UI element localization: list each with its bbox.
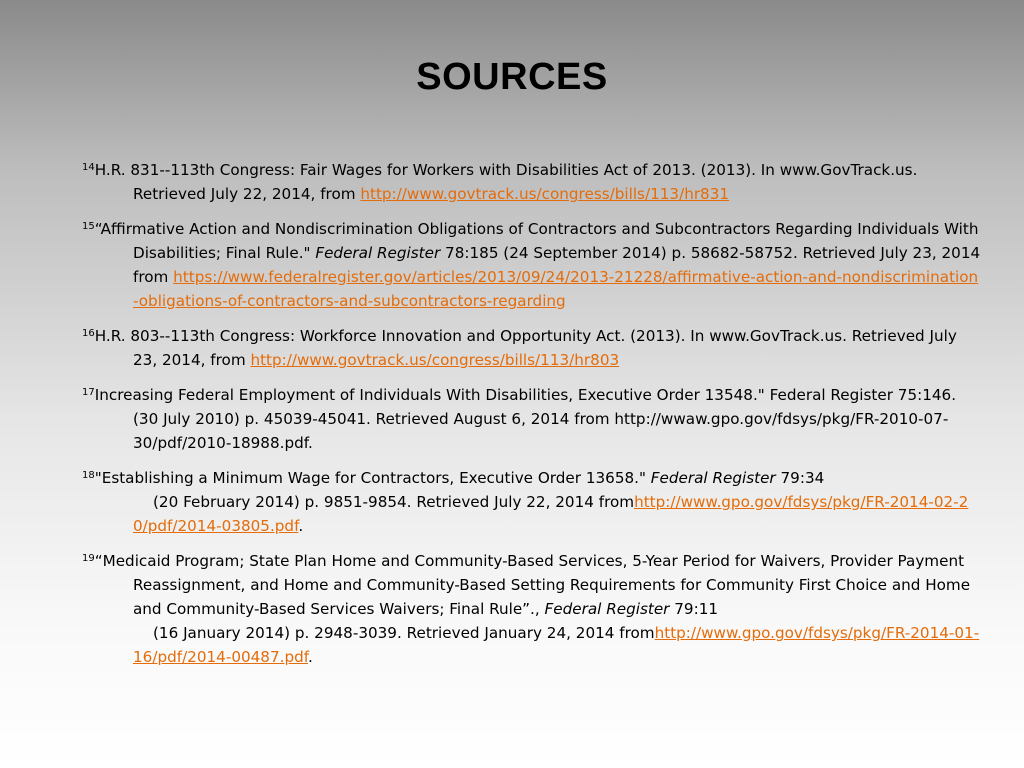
reference-17	[82, 383, 982, 455]
reference-text: “Affirmative Action and Nondiscrimination Obligations of Contractors and Subcontractors Regarding Individuals With Disabilities; Final Rule."	[94, 220, 979, 262]
reference-text: 79:34	[775, 469, 825, 487]
footnote-number: 19	[82, 553, 95, 564]
reference-19	[82, 549, 982, 669]
reference-end: .	[307, 648, 313, 666]
reference-14	[82, 158, 982, 206]
reference-text: 78:185 (24 September 2014) p. 58682-58752. Retrieved July 23, 2014 from	[133, 244, 981, 286]
reference-text: 79:11	[669, 600, 719, 618]
reference-link[interactable]: http://www.gpo.gov/fdsys/pkg/FR-2014-02-20/pdf/2014-03805.pdf	[133, 493, 969, 535]
reference-text: (20 February 2014) p. 9851-9854. Retrieved July 22, 2014 from	[153, 493, 635, 511]
footnote-number: 16	[82, 328, 95, 339]
journal-name: Federal Register	[650, 469, 776, 487]
slide-title: SOURCES	[416, 56, 608, 98]
reference-text: “Medicaid Program; State Plan Home and Community-Based Services, 5-Year Period for Waivers, Provider Payment Reassignment, and Home and Community-Based Setting Requirements for Community First Choice and Home and Community-Based Services Waivers; Final Rule”.,	[94, 552, 971, 618]
reference-16	[82, 324, 982, 372]
reference-18	[82, 466, 982, 538]
reference-15	[82, 217, 982, 313]
footnote-number: 18	[82, 470, 95, 481]
footnote-number: 15	[82, 221, 95, 232]
footnote-number: 17	[82, 387, 95, 398]
reference-end: .	[298, 517, 304, 535]
journal-name: Federal Register	[544, 600, 670, 618]
journal-name: Federal Register	[315, 244, 441, 262]
reference-text: "Establishing a Minimum Wage for Contractors, Executive Order 13658."	[94, 469, 651, 487]
reference-text: H.R. 831--113th Congress: Fair Wages for Workers with Disabilities Act of 2013. (2013). In www.GovTrack.us. Retrieved July 22, 2014, from	[94, 161, 918, 203]
reference-text: H.R. 803--113th Congress: Workforce Innovation and Opportunity Act. (2013). In www.GovTrack.us. Retrieved July 23, 2014, from	[94, 327, 957, 369]
reference-link[interactable]: http://www.govtrack.us/congress/bills/113/hr803	[250, 351, 620, 369]
reference-text: Increasing Federal Employment of Individuals With Disabilities, Executive Order 13548." Federal Register 75:146. (30 July 2010) p. 45039-45041. Retrieved August 6, 2014 from http://wwaw.gpo.gov/fdsys/pkg/FR-2010-07-30/pdf/2010-18988.pdf.	[94, 386, 957, 452]
reference-link[interactable]: http://www.govtrack.us/congress/bills/113/hr831	[360, 185, 730, 203]
reference-link[interactable]: http://www.gpo.gov/fdsys/pkg/FR-2014-01-16/pdf/2014-00487.pdf	[133, 624, 980, 666]
reference-text: (16 January 2014) p. 2948-3039. Retrieved January 24, 2014 from	[153, 624, 655, 642]
footnote-number: 14	[82, 162, 95, 173]
references-list	[82, 158, 982, 680]
reference-link[interactable]: https://www.federalregister.gov/articles/2013/09/24/2013-21228/affirmative-action-and-nondiscrimination-obligations-of-contractors-and-subcontractors-regarding	[133, 268, 979, 310]
